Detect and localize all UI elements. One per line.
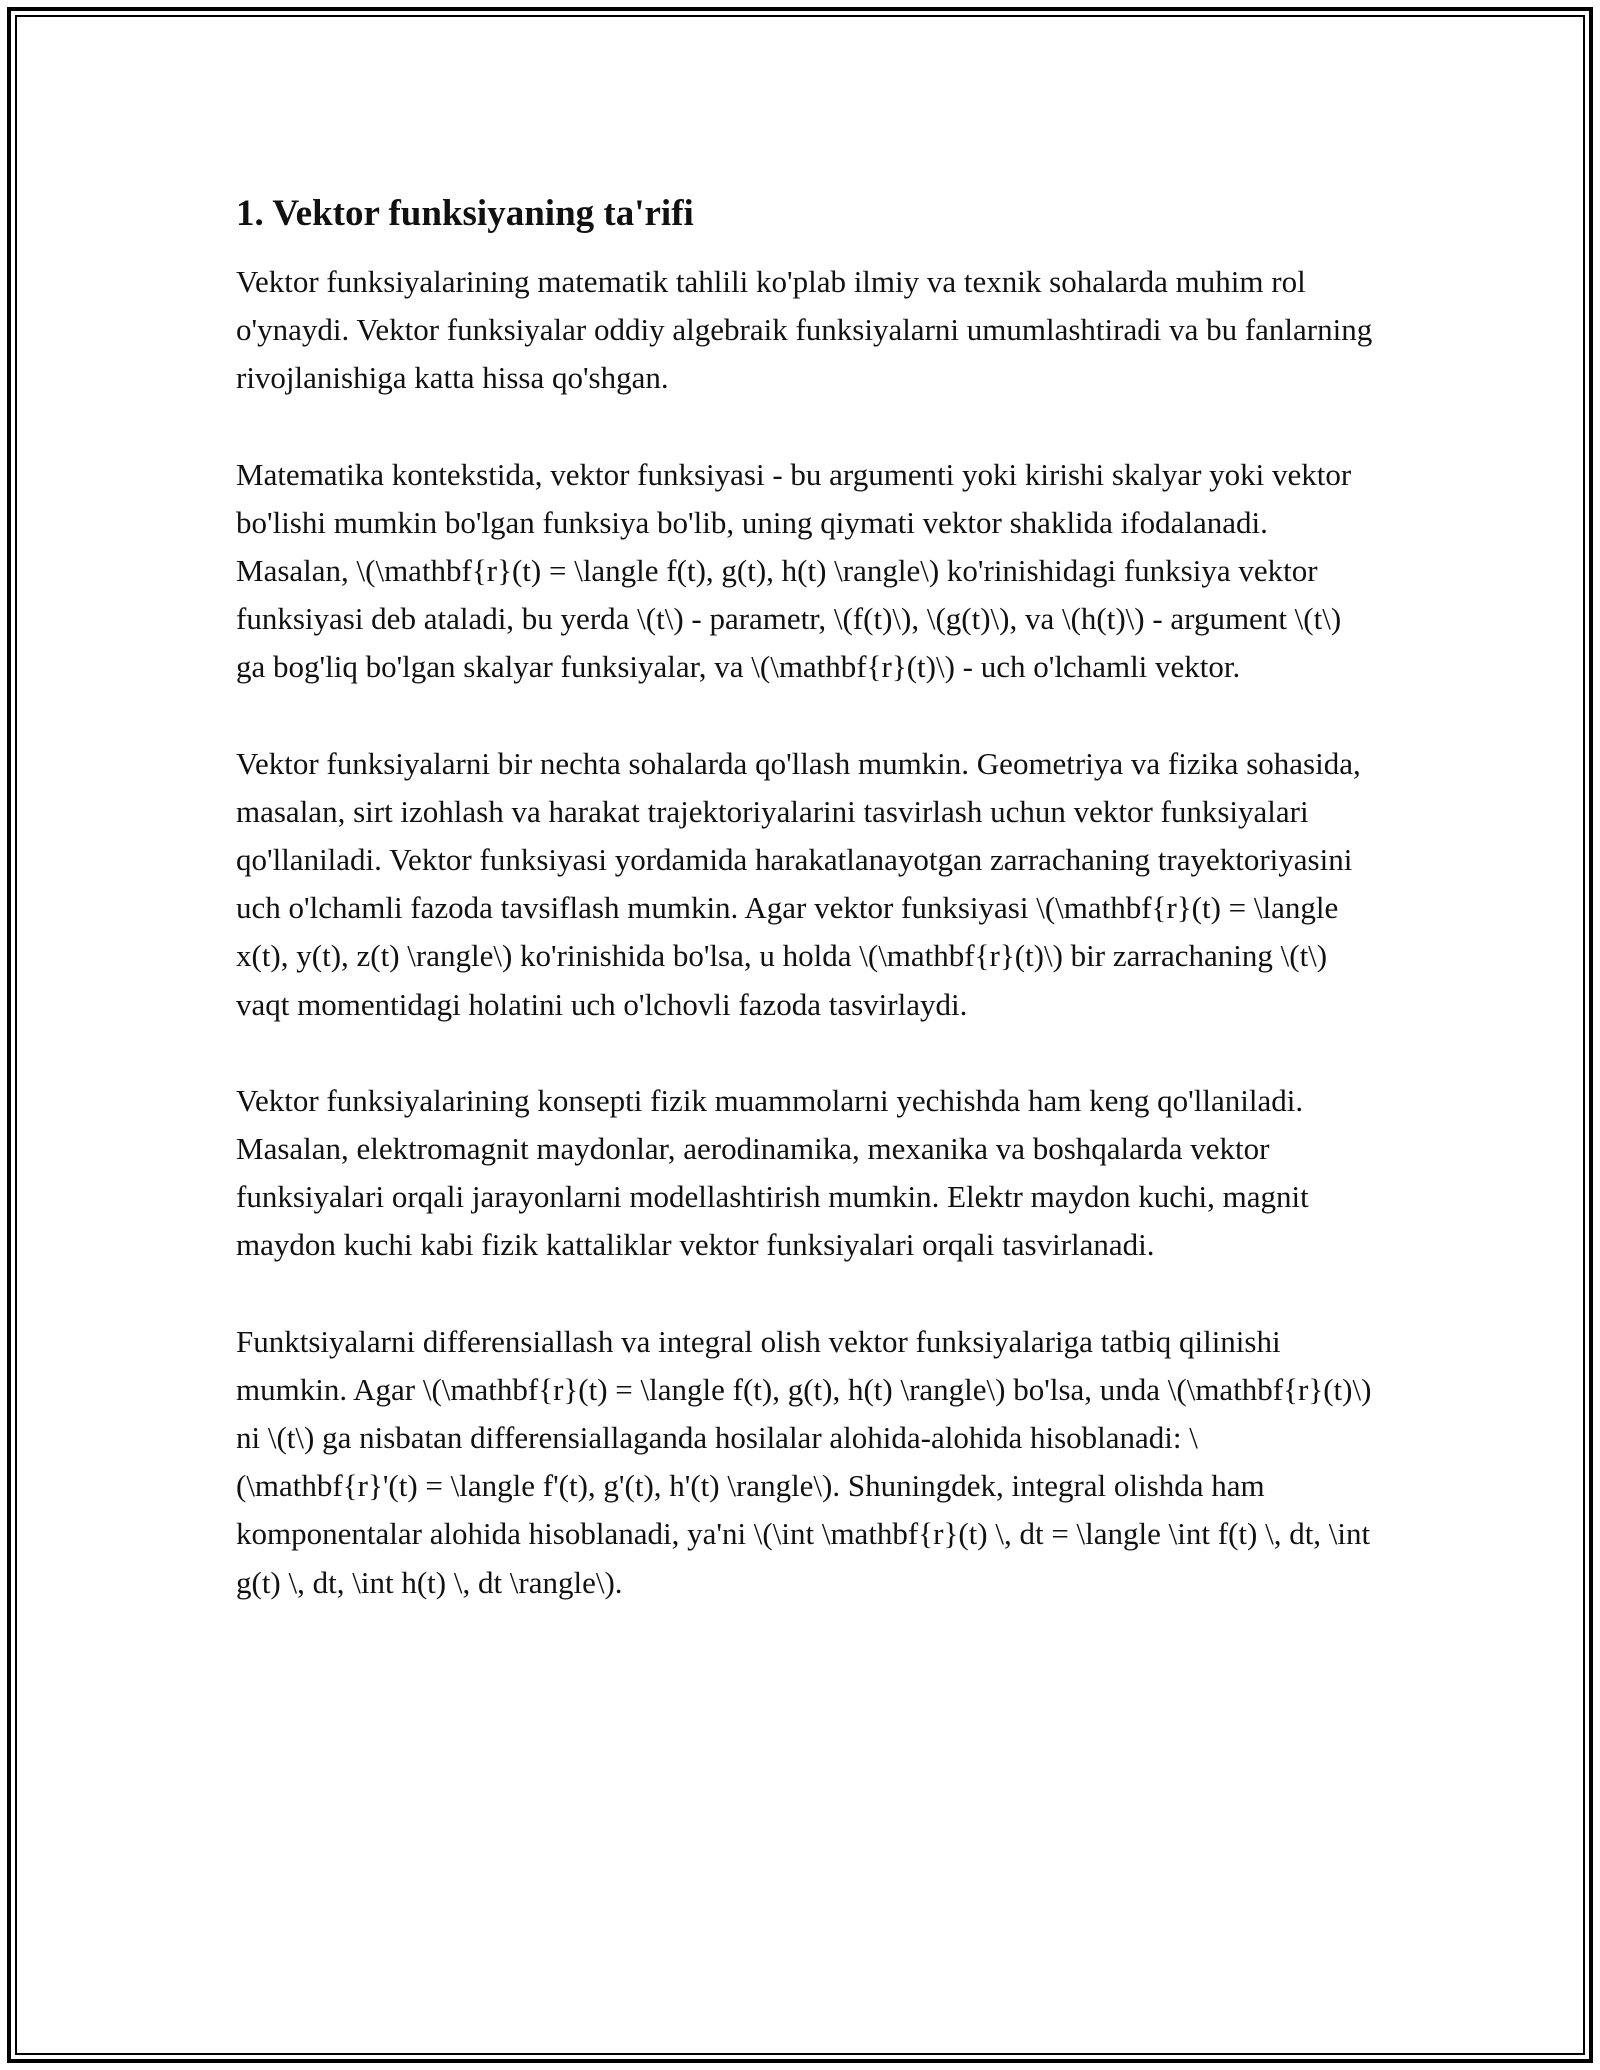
paragraph-physics: Vektor funksiyalarining konsepti fizik muammolarni yechishda ham keng qo'llaniladi. Masalan, elektromagnit maydonlar, aerodinamika, mexanika va boshqalarda vektor funksiyalari orqali jarayonlarni modellashtirish mumkin. Elektr maydon kuchi, magnit maydon kuchi kabi fizik kattaliklar vektor funksiyalari orqali tasvirlanadi.	[236, 1082, 1309, 1263]
paragraph-calculus: Funktsiyalarni differensiallash va integral olish vektor funksiyalariga tatbiq qilinishi mumkin. Agar \(\mathbf{r}(t) = \langle f(t), g(t), h(t) \rangle\) bo'lsa, unda \(\mathbf{r}(t)\) ni \(t\) ga nisbatan differensiallaganda hosilalar alohida-alohida hisoblanadi: \(\mathbf{r}'(t) = \langle f'(t), g'(t), h'(t) \rangle\). Shuningdek, integral olishda ham komponentalar alohida hisoblanadi, ya'ni \(\int \mathbf{r}(t) \, dt = \langle \int f(t) \, dt, \int g(t) \, dt, \int h(t) \, dt \rangle\).	[236, 1323, 1372, 1600]
section-title: 1. Vektor funksiyaning ta'rifi	[236, 193, 694, 234]
paragraph-definition: Matematika kontekstida, vektor funksiyasi - bu argumenti yoki kirishi skalyar yoki vektor bo'lishi mumkin bo'lgan funksiya bo'lib, uning qiymati vektor shaklida ifodalanadi. Masalan, \(\mathbf{r}(t) = \langle f(t), g(t), h(t) \rangle\) ko'rinishidagi funksiya vektor funksiyasi deb ataladi, bu yerda \(t\) - parametr, \(f(t)\), \(g(t)\), va \(h(t)\) - argument \(t\) ga bog'liq bo'lgan skalyar funksiyalar, va \(\mathbf{r}(t)\) - uch o'lchamli vektor.	[236, 456, 1352, 685]
document-body	[236, 188, 1376, 1655]
paragraph-applications: Vektor funksiyalarni bir nechta sohalarda qo'llash mumkin. Geometriya va fizika sohasida, masalan, sirt izohlash va harakat trajektoriyalarini tasvirlash uchun vektor funksiyalari qo'llaniladi. Vektor funksiyasi yordamida harakatlanayotgan zarrachaning trayektoriyasini uch o'lchamli fazoda tavsiflash mumkin. Agar vektor funksiyasi \(\mathbf{r}(t) = \langle x(t), y(t), z(t) \rangle\) ko'rinishida bo'lsa, u holda \(\mathbf{r}(t)\) bir zarrachaning \(t\) vaqt momentidagi holatini uch o'lchovli fazoda tasvirlaydi.	[236, 745, 1361, 1022]
paragraph-intro: Vektor funksiyalarining matematik tahlili ko'plab ilmiy va texnik sohalarda muhim rol o'ynaydi. Vektor funksiyalar oddiy algebraik funksiyalarni umumlashtiradi va bu fanlarning rivojlanishiga katta hissa qo'shgan.	[236, 264, 1373, 396]
